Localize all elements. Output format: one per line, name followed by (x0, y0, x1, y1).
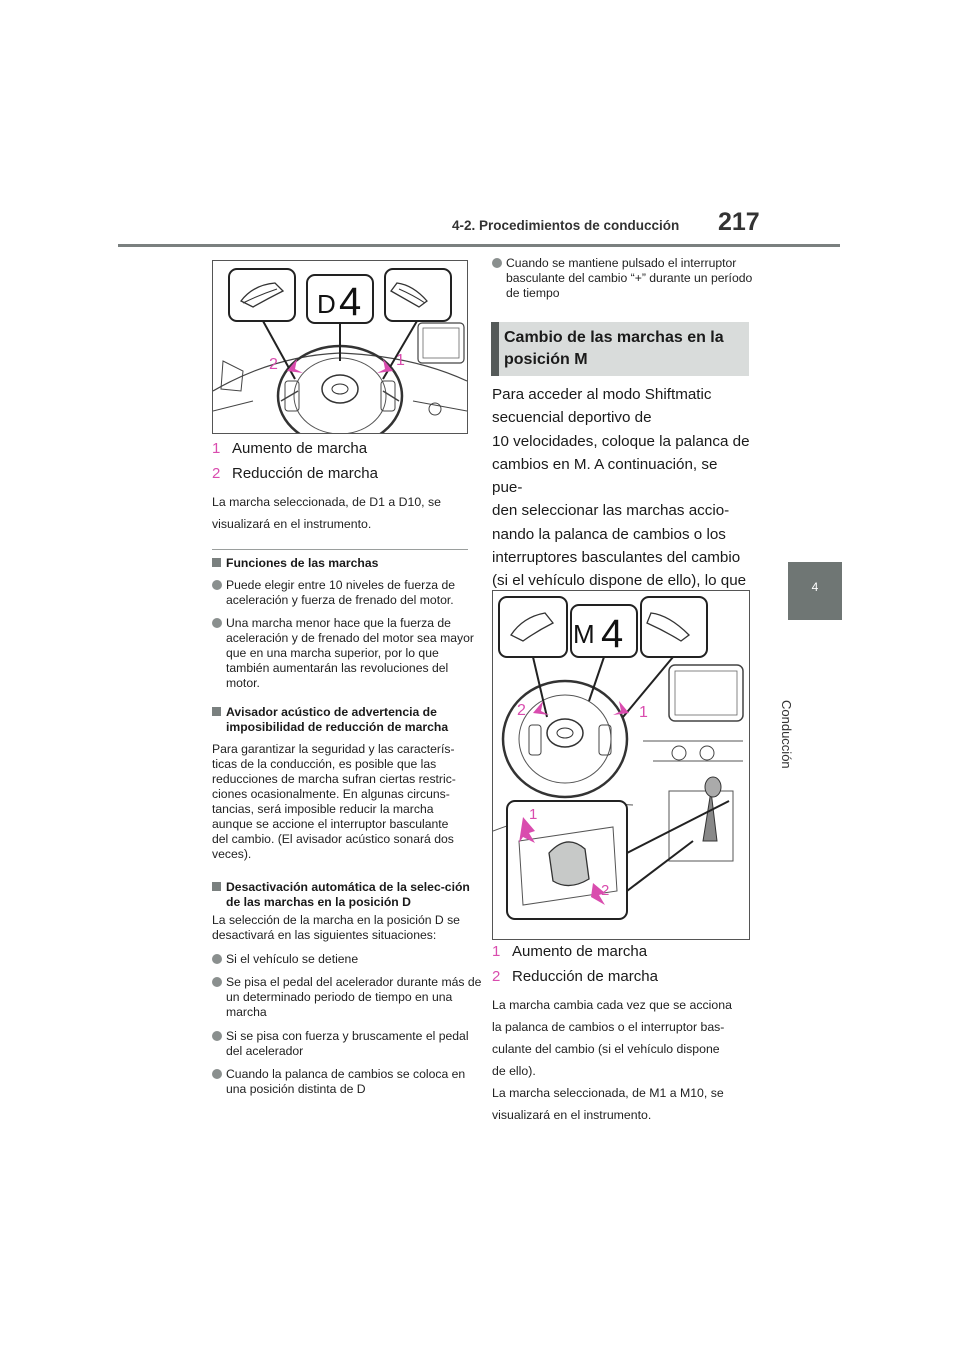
bullet-icon (212, 580, 222, 590)
callout-2: 2 (517, 702, 526, 719)
bullet-item: Puede elegir entre 10 niveles de fuerza de aceleración y fuerza de frenado del motor. (212, 578, 482, 608)
section-header: 4-2. Procedimientos de conducción (452, 218, 680, 233)
legend-text: Reducción de marcha (232, 465, 378, 482)
gear-letter: D (317, 289, 336, 319)
bullet-item: Cuando la palanca de cambios se coloca en una posición distinta de D (212, 1067, 482, 1097)
gear-number: 4 (339, 280, 362, 324)
bullet-icon (212, 1069, 222, 1079)
lever-callout-2: 2 (601, 882, 610, 899)
bullet-item: Si se pisa con fuerza y bruscamente el pedal del acelerador (212, 1029, 482, 1059)
legend-item (492, 968, 658, 985)
note-line: visualizará en el instrumento. (212, 517, 372, 531)
legend-item (212, 440, 367, 457)
square-bullet-icon (212, 707, 221, 716)
legend-text: Aumento de marcha (512, 943, 648, 960)
note-line: La marcha seleccionada, de D1 a D10, se (212, 495, 441, 509)
bullet-item: Una marcha menor hace que la fuerza de aceleración y de frenado del motor sea mayor que en una marcha superior, por lo que también aumentarán las revoluciones del motor. (212, 616, 482, 691)
paragraph: La selección de la marcha en la posición D se desactivará en las siguientes situaciones: (212, 913, 460, 942)
square-bullet-icon (212, 882, 221, 891)
section-paragraph: Para acceder al modo Shiftmatic secuencial deportivo de 10 velocidades, coloque la palanca de cambios en M. A continuación, se pue- den seleccionar las marchas accio- nando la palanca de cambios o los interruptores basculantes del cambio (si el vehículo dispone de ello), lo que (492, 386, 750, 590)
square-bullet-icon (212, 558, 221, 567)
steering-wheel-m-figure (492, 590, 750, 940)
gear-letter: M (573, 619, 595, 649)
bullet-icon (212, 977, 222, 987)
bullet-item: Se pisa el pedal del acelerador durante más de un determinado periodo de tiempo en una marcha (212, 975, 482, 1020)
subheading: Avisador acústico de advertencia de imposibilidad de reducción de marcha (212, 705, 482, 735)
paragraph: Para garantizar la seguridad y las caracterís-ticas de la conducción, es posible que las reducciones de marcha sufran ciertas restric-ciones ocasionalmente. En algunas circuns-tancias, será imposible reducir la marcha aunque se accione el interruptor basculante del cambio. (El avisador acústico sonará dos veces). (212, 742, 456, 861)
note-block: La marcha cambia cada vez que se acciona la palanca de cambios o el interruptor bas- culante del cambio (si el vehículo dispone de ello). La marcha seleccionada, de M1 a M10, se visualizará en el instrumento. (492, 998, 732, 1122)
legend-text: Reducción de marcha (512, 968, 658, 985)
m-mode-illustration (493, 591, 749, 939)
callout-2: 2 (269, 356, 278, 373)
legend-number: 2 (492, 968, 501, 985)
chapter-label: Conducción (779, 700, 794, 769)
section-title: Cambio de las marchas en la posición M (504, 329, 724, 368)
legend-item (492, 943, 647, 960)
lever-callout-1: 1 (529, 806, 538, 823)
steering-wheel-illustration (213, 261, 467, 433)
section-bar (491, 322, 499, 376)
legend-number: 1 (492, 943, 501, 960)
bullet-icon (492, 258, 502, 268)
legend-number: 1 (212, 440, 221, 457)
bullet-icon (212, 618, 222, 628)
legend-text: Aumento de marcha (232, 440, 368, 457)
legend-number: 2 (212, 465, 221, 482)
page-number: 217 (718, 208, 760, 236)
callout-1: 1 (639, 704, 648, 721)
divider (212, 549, 468, 550)
gear-number: 4 (601, 612, 624, 656)
callout-1: 1 (396, 352, 405, 369)
steering-wheel-d-figure (212, 260, 468, 434)
subheading: Funciones de las marchas (212, 556, 482, 571)
bullet-item: Si el vehículo se detiene (212, 952, 482, 967)
subheading: Desactivación automática de la selec-ción de las marchas en la posición D (212, 880, 482, 910)
chapter-number: 4 (811, 580, 819, 594)
bullet-icon (212, 1031, 222, 1041)
bullet-item: Cuando se mantiene pulsado el interruptor basculante del cambio “+” durante un período de tiempo (492, 256, 764, 301)
bullet-icon (212, 954, 222, 964)
header-rule (118, 244, 840, 247)
legend-item (212, 465, 378, 482)
